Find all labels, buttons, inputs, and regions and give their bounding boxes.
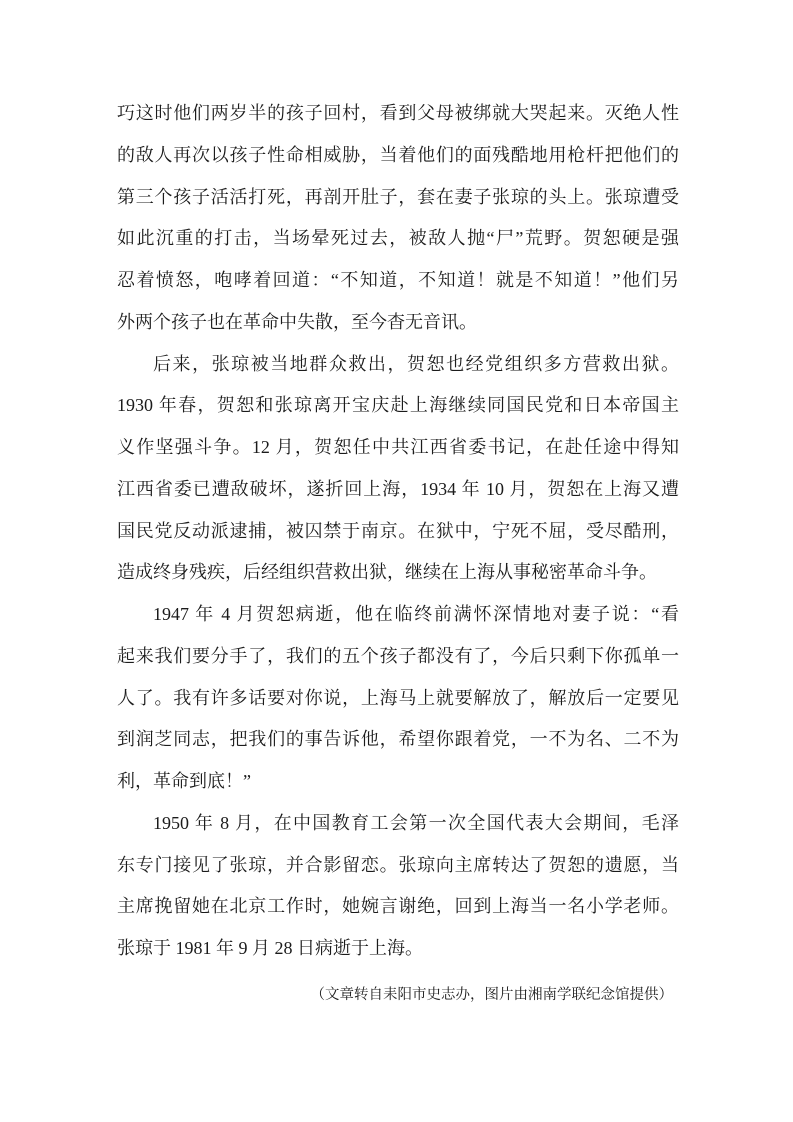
paragraph xyxy=(117,803,679,970)
text-line: 张琼于 1981 年 9 月 28 日病逝于上海。 xyxy=(117,938,423,958)
text-line: 1947 年 4 月贺恕病逝，他在临终前满怀深情地对妻子说：“看 xyxy=(153,604,679,624)
text-line: 主席挽留她在北京工作时，她婉言谢绝，回到上海当一名小学老师。 xyxy=(117,896,679,917)
text-line: 人了。我有许多话要对你说，上海马上就要解放了，解放后一定要见 xyxy=(117,687,679,708)
text-line: 国民党反动派逮捕，被囚禁于南京。在狱中，宁死不屈，受尽酷刑， xyxy=(117,520,679,541)
text-line: 到润芝同志，把我们的事告诉他，希望你跟着党，一不为名、二不为 xyxy=(117,729,679,750)
text-line: 起来我们要分手了，我们的五个孩子都没有了，今后只剩下你孤单一 xyxy=(117,645,679,666)
text-line: 义作坚强斗争。12 月，贺恕任中共江西省委书记，在赴任途中得知 xyxy=(117,437,679,457)
text-line: 东专门接见了张琼，并合影留恋。张琼向主席转达了贺恕的遗愿，当 xyxy=(117,854,679,875)
text-line: 第三个孩子活活打死，再剖开肚子，套在妻子张琼的头上。张琼遭受 xyxy=(117,186,679,207)
text-line: 1930 年春，贺恕和张琼离开宝庆赴上海继续同国民党和日本帝国主 xyxy=(117,395,679,416)
text-line: 忍着愤怒，咆哮着回道：“不知道，不知道！就是不知道！”他们另 xyxy=(117,270,679,290)
paragraph xyxy=(117,344,679,595)
text-line: 利，革命到底！” xyxy=(117,771,251,791)
text-line: 造成终身残疾，后经组织营救出狱，继续在上海从事秘密革命斗争。 xyxy=(117,562,657,583)
text-line: 如此沉重的打击，当场晕死过去，被敌人抛“尸”荒野。贺恕硬是强 xyxy=(117,228,679,249)
paragraph xyxy=(117,93,679,344)
text-line: 后来，张琼被当地群众救出，贺恕也经党组织多方营救出狱。 xyxy=(153,353,679,374)
text-line: 1950 年 8 月，在中国教育工会第一次全国代表大会期间，毛泽 xyxy=(153,812,679,833)
text-line: 巧这时他们两岁半的孩子回村，看到父母被绑就大哭起来。灭绝人性 xyxy=(117,103,679,123)
text-line: 江西省委已遭敌破坏，遂折回上海，1934 年 10 月，贺恕在上海又遭 xyxy=(117,478,679,499)
text-line: 外两个孩子也在革命中失散，至今杳无音讯。 xyxy=(117,311,477,332)
text-line: 的敌人再次以孩子性命相威胁，当着他们的面残酷地用枪杆把他们的 xyxy=(117,144,679,165)
attribution-footer: （文章转自耒阳市史志办，图片由湘南学联纪念馆提供） xyxy=(310,986,673,1003)
document-body xyxy=(117,93,679,1017)
paragraph xyxy=(117,594,679,803)
